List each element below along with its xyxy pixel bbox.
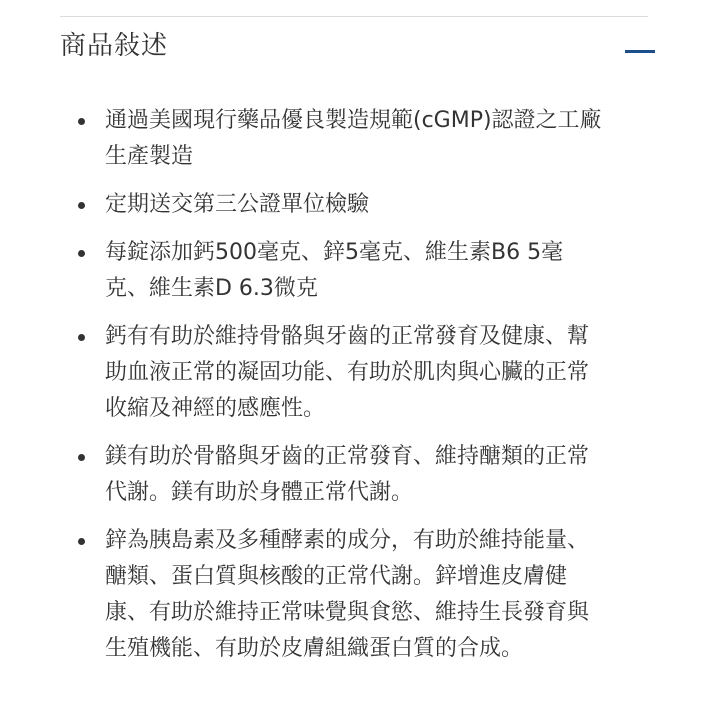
- list-item-text: 鎂有助於骨骼與牙齒的正常發育、維持醣類的正常代謝。鎂有助於身體正常代謝。: [105, 444, 590, 505]
- list-item-text: 鋅為胰島素及多種酵素的成分，有助於維持能量、醣類、蛋白質與核酸的正常代謝。鋅增進皮膚健康、有助於維持正常味覺與食慾、維持生長發育與生殖機能、有助於皮膚組織蛋白質的合成。: [105, 528, 590, 661]
- bullet-icon: [78, 118, 85, 125]
- list-item-text: 鈣有有助於維持骨骼與牙齒的正常發育及健康、幫助血液正常的凝固功能、有助於肌肉與心臟的正常收縮及神經的感應性。: [105, 324, 590, 421]
- bullet-icon: [78, 250, 85, 257]
- bullet-icon: [78, 454, 85, 461]
- list-item: [0, 523, 707, 667]
- list-item: [0, 103, 707, 175]
- list-item: [0, 319, 707, 427]
- bullet-icon: [78, 538, 85, 545]
- list-item-text: 通過美國現行藥品優良製造規範(cGMP)認證之工廠生產製造: [105, 108, 602, 169]
- description-section-header[interactable]: [60, 24, 648, 72]
- list-item: [0, 187, 707, 223]
- minus-icon[interactable]: [620, 28, 660, 68]
- list-item: [0, 235, 707, 307]
- section-title: 商品敍述: [60, 31, 169, 61]
- top-divider: [60, 16, 648, 17]
- list-item-text: 每錠添加鈣500毫克、鋅5毫克、維生素B6 5毫克、維生素D 6.3微克: [105, 240, 564, 301]
- bullet-icon: [78, 202, 85, 209]
- bullet-icon: [78, 334, 85, 341]
- list-item: [0, 439, 707, 511]
- description-list: [0, 103, 707, 679]
- list-item-text: 定期送交第三公證單位檢驗: [105, 192, 370, 217]
